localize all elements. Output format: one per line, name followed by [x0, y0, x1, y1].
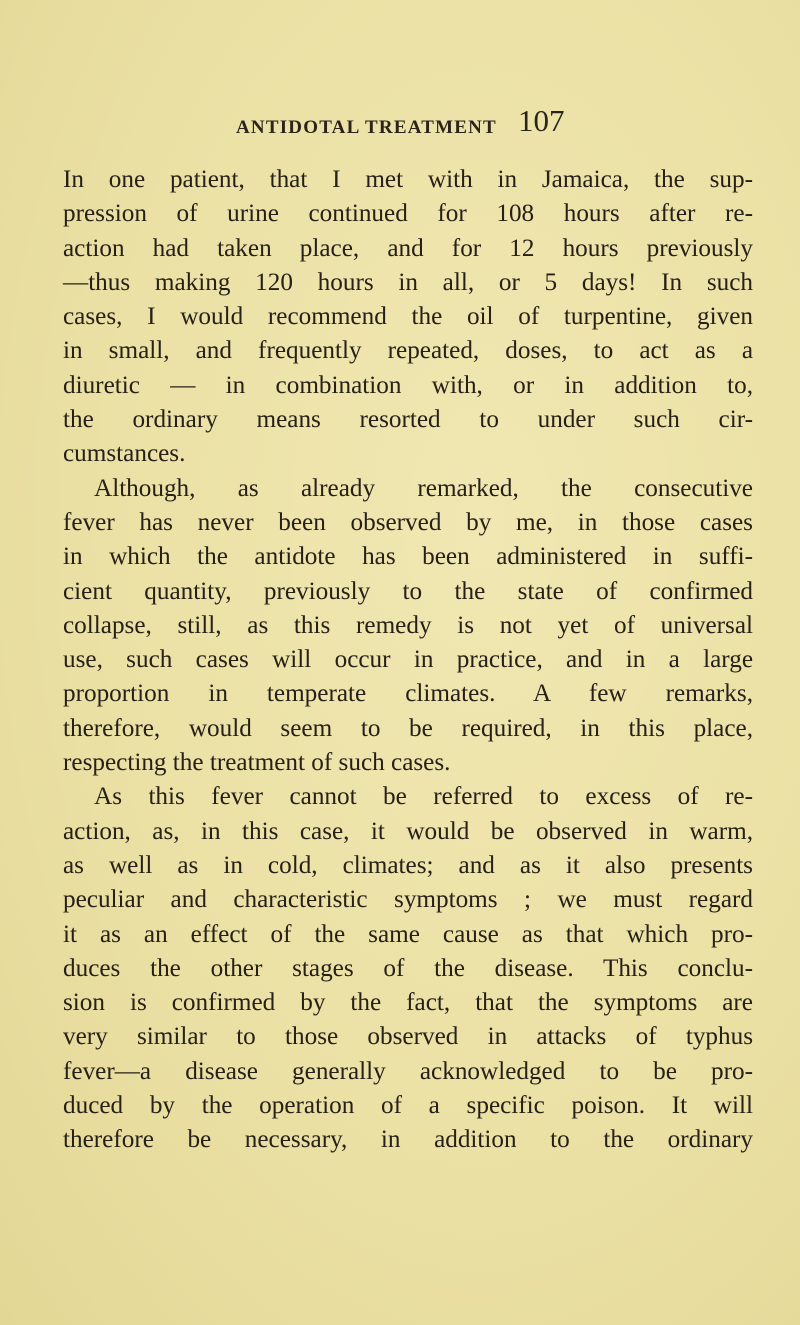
running-head: ANTIDOTAL TREATMENT: [236, 117, 497, 138]
text-line: therefore, would seem to be required, in this place,: [63, 714, 753, 742]
text-line: therefore be necessary, in addition to the ordinary: [63, 1126, 753, 1154]
text-line: —thus making 120 hours in all, or 5 days! In such: [63, 268, 753, 296]
text-line: cient quantity, previously to the state of confirmed: [63, 577, 753, 605]
page-number: 107: [518, 103, 565, 138]
text-line: As this fever cannot be referred to excess of re-: [94, 783, 753, 811]
text-line: fever has never been observed by me, in those cases: [63, 508, 753, 536]
text-line: peculiar and characteristic symptoms ; we must regard: [63, 886, 753, 914]
text-line: duced by the operation of a specific poison. It will: [63, 1092, 753, 1120]
text-line: collapse, still, as this remedy is not yet of universal: [63, 611, 753, 639]
text-line: as well as in cold, climates; and as it also presents: [63, 851, 753, 879]
text-line: action, as, in this case, it would be observed in warm,: [63, 817, 753, 845]
body-text: [63, 163, 753, 1158]
text-line: it as an effect of the same cause as that which pro-: [63, 920, 753, 948]
text-line: sion is confirmed by the fact, that the symptoms are: [63, 989, 753, 1017]
text-line: cases, I would recommend the oil of turpentine, given: [63, 303, 753, 331]
text-line: use, such cases will occur in practice, and in a large: [63, 646, 753, 674]
text-line: In one patient, that I met with in Jamaica, the sup-: [63, 166, 753, 193]
text-line: in small, and frequently repeated, doses, to act as a: [63, 337, 753, 365]
text-line: action had taken place, and for 12 hours previously: [63, 234, 753, 262]
text-line: fever—a disease generally acknowledged to be pro-: [63, 1057, 753, 1085]
text-line: respecting the treatment of such cases.: [63, 749, 451, 777]
text-line: cumstances.: [63, 440, 186, 468]
text-line: proportion in temperate climates. A few remarks,: [63, 680, 753, 708]
text-line: pression of urine continued for 108 hours after re-: [63, 200, 753, 228]
text-line: Although, as already remarked, the consecutive: [94, 474, 753, 502]
text-line: very similar to those observed in attacks of typhus: [63, 1023, 753, 1051]
text-line: the ordinary means resorted to under such cir-: [63, 406, 753, 434]
text-line: diuretic — in combination with, or in addition to,: [63, 371, 753, 399]
text-line: in which the antidote has been administered in suffi-: [63, 543, 753, 571]
text-line: duces the other stages of the disease. This conclu-: [63, 954, 753, 982]
